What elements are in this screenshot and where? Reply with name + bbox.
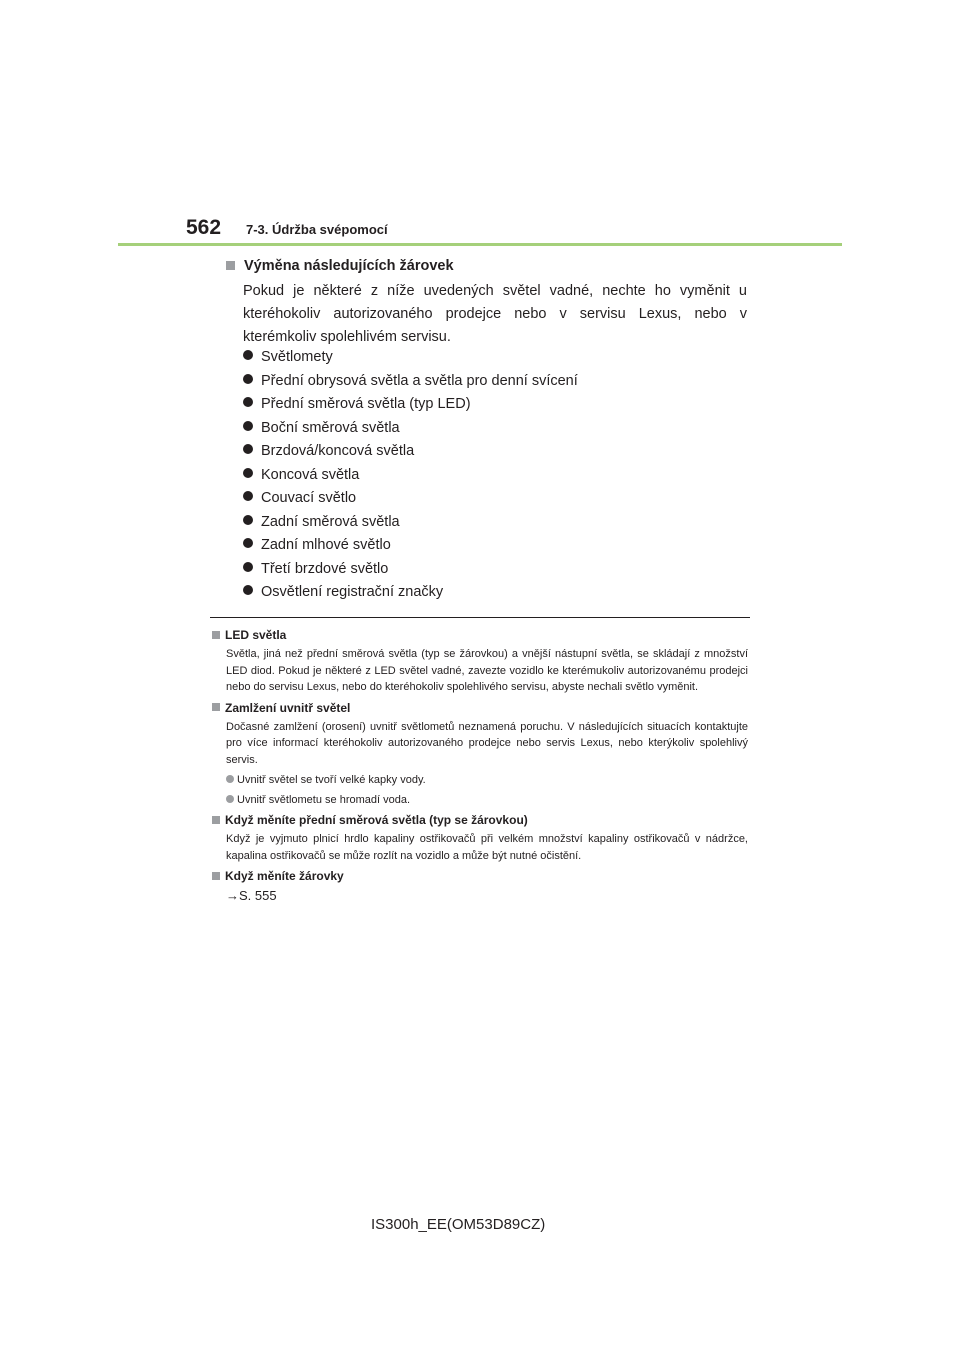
notes-section xyxy=(212,627,748,905)
list-item: Přední obrysová světla a světla pro denní svícení xyxy=(243,370,578,394)
note-heading-front-signals: Když měníte přední směrová světla (typ se žárovkou) xyxy=(212,812,748,829)
note-text-front-signals: Když je vyjmuto plnicí hrdlo kapaliny ostřikovačů při velkém množství kapaliny ostřikovačů v nádržce, kapalina ostřikovačů se může rozlít na vozidlo a může být nutné očistění. xyxy=(226,833,748,862)
section-title: 7-3. Údržba svépomocí xyxy=(246,222,388,237)
list-item: Couvací světlo xyxy=(243,487,578,511)
page-number: 562 xyxy=(186,216,222,239)
notes-divider xyxy=(210,617,750,618)
bulb-list xyxy=(243,346,578,605)
bullet-dot-icon xyxy=(243,421,253,431)
note-text-fog: Dočasné zamlžení (orosení) uvnitř světlometů neznamená poruchu. V následujících situacích kontaktujte pro více informací kteréhokoliv autorizovaného prodejce nebo servis Lexus, nebo kterýkoliv spolehlivý servis. xyxy=(226,720,748,766)
note-heading-bulbs: Když měníte žárovky xyxy=(212,868,748,885)
bullet-dot-icon xyxy=(243,491,253,501)
square-marker-icon xyxy=(212,631,220,639)
list-item: Světlomety xyxy=(243,346,578,370)
bullet-dot-icon xyxy=(243,444,253,454)
list-item: Zadní mlhové světlo xyxy=(243,534,578,558)
sub-bullet-dot-icon xyxy=(226,795,234,803)
list-item: Koncová světla xyxy=(243,464,578,488)
square-marker-icon xyxy=(226,261,235,270)
square-marker-icon xyxy=(212,872,220,880)
list-item: Zadní směrová světla xyxy=(243,511,578,535)
main-heading xyxy=(226,256,454,276)
sub-bullet: Uvnitř světel se tvoří velké kapky vody. xyxy=(226,772,748,789)
list-item: Třetí brzdové světlo xyxy=(243,558,578,582)
sub-bullet: Uvnitř světlometu se hromadí voda. xyxy=(226,792,748,809)
main-heading-text: Výměna následujících žárovek xyxy=(244,258,454,274)
document-code: IS300h_EE(OM53D89CZ) xyxy=(371,1216,546,1233)
intro-paragraph: Pokud je některé z níže uvedených světel vadné, nechte ho vyměnit u kteréhokoliv autorizovaného prodejce nebo v servisu Lexus, nebo v kterémkoliv spolehlivém servisu. xyxy=(243,283,747,345)
bullet-dot-icon xyxy=(243,374,253,384)
list-item: Brzdová/koncová světla xyxy=(243,440,578,464)
list-item: Přední směrová světla (typ LED) xyxy=(243,393,578,417)
bullet-dot-icon xyxy=(243,538,253,548)
header-rule xyxy=(118,243,842,246)
bullet-dot-icon xyxy=(243,562,253,572)
note-heading-fog: Zamlžení uvnitř světel xyxy=(212,700,748,717)
bullet-dot-icon xyxy=(243,350,253,360)
bullet-dot-icon xyxy=(243,515,253,525)
sub-bullet-dot-icon xyxy=(226,775,234,783)
bullet-dot-icon xyxy=(243,468,253,478)
page-reference-link[interactable]: →S. 555 xyxy=(226,888,277,903)
list-item: Boční směrová světla xyxy=(243,417,578,441)
note-text-led: Světla, jiná než přední směrová světla (typ se žárovkou) a vnější nástupní světla, se skládají z množství LED diod. Pokud je některé z LED světel vadné, zavezte vozidlo ke kterémukoliv autorizovanému prodejci nebo do servisu Lexus, nebo do kteréhokoliv spolehlivého servisu, abyste nechali světlo vyměnit. xyxy=(226,648,748,693)
square-marker-icon xyxy=(212,816,220,824)
bullet-dot-icon xyxy=(243,585,253,595)
list-item: Osvětlení registrační značky xyxy=(243,581,578,605)
bullet-dot-icon xyxy=(243,397,253,407)
note-heading-led: LED světla xyxy=(212,627,748,644)
square-marker-icon xyxy=(212,703,220,711)
